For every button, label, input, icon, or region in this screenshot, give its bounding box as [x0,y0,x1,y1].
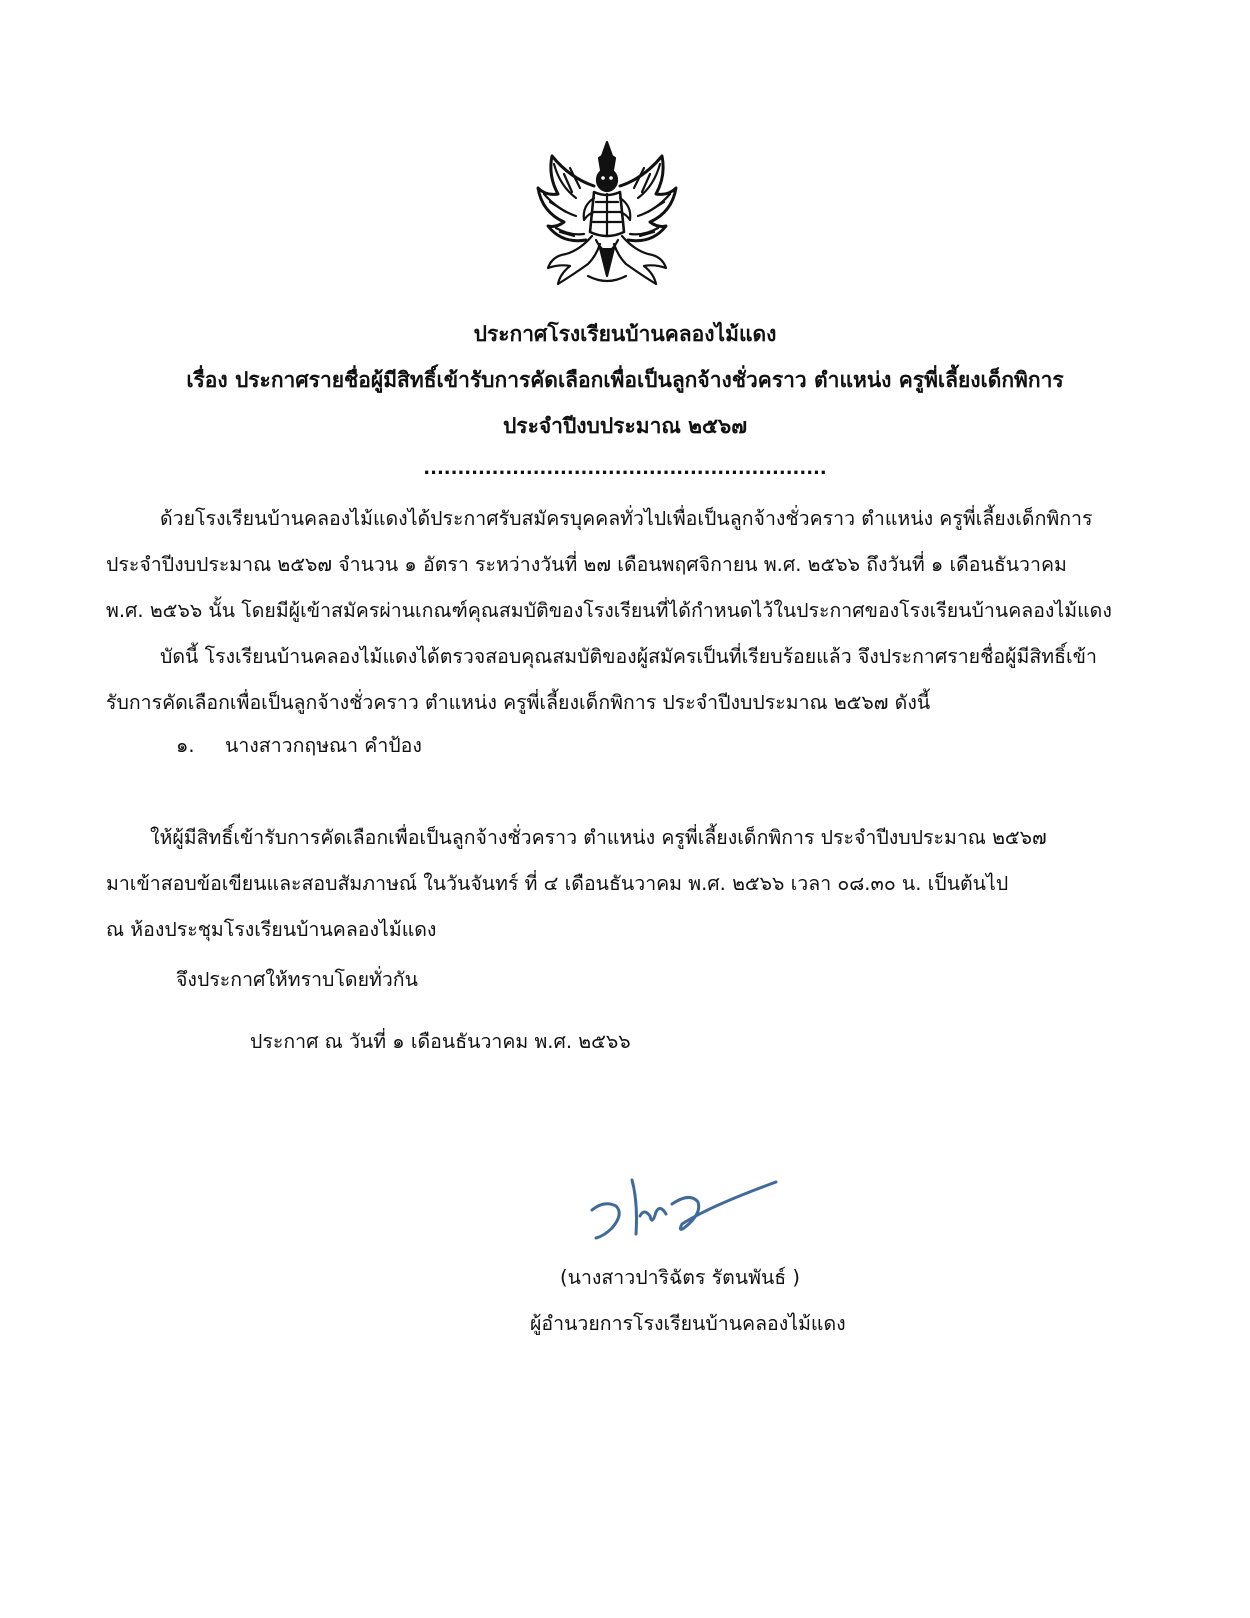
document-fiscal-year: ประจำปีงบประมาณ ๒๕๖๗ [502,414,748,438]
paragraph-3-line-1: ให้ผู้มีสิทธิ์เข้ารับการคัดเลือกเพื่อเป็นลูกจ้างชั่วคราว ตำแหน่ง ครูพี่เลี้ยงเด็กพิการ ประจำปีงบประมาณ ๒๕๖๗ [150,826,1047,849]
paragraph-1-line-3: พ.ศ. ๒๕๖๖ นั้น โดยมีผู้เข้าสมัครผ่านเกณฑ์คุณสมบัติของโรงเรียนที่ได้กำหนดไว้ในประกาศของโรงเรียนบ้านคลองไม้แดง [106,599,1112,622]
signatory-name: (นางสาวปาริฉัตร รัตนพันธ์ ) [560,1266,800,1289]
paragraph-3-line-3: ณ ห้องประชุมโรงเรียนบ้านคลองไม้แดง [106,918,437,941]
signature-icon [586,1172,786,1252]
candidate-number: ๑. [176,734,195,757]
paragraph-2-line-2: รับการคัดเลือกเพื่อเป็นลูกจ้างชั่วคราว ตำแหน่ง ครูพี่เลี้ยงเด็กพิการ ประจำปีงบประมาณ ๒๕๖๗ ดังนี้ [106,691,931,714]
candidate-name: นางสาวกฤษณา คำป้อง [224,734,422,757]
garuda-emblem-icon [530,136,685,291]
signatory-position: ผู้อำนวยการโรงเรียนบ้านคลองไม้แดง [530,1312,846,1335]
paragraph-3-line-2: มาเข้าสอบข้อเขียนและสอบสัมภาษณ์ ในวันจันทร์ ที่ ๔ เดือนธันวาคม พ.ศ. ๒๕๖๖ เวลา ๐๘.๓๐ น. เป็นต้นไป [106,872,1009,895]
list-item [176,734,422,757]
document-subject: เรื่อง ประกาศรายชื่อผู้มีสิทธิ์เข้ารับการคัดเลือกเพื่อเป็นลูกจ้างชั่วคราว ตำแหน่ง ครูพี่เลี้ยงเด็กพิการ [186,368,1064,392]
paragraph-1-line-1: ด้วยโรงเรียนบ้านคลองไม้แดงได้ประกาศรับสมัครบุคคลทั่วไปเพื่อเป็นลูกจ้างชั่วคราว ตำแหน่ง ครูพี่เลี้ยงเด็กพิการ [160,507,1093,530]
title-separator: ........................................................... [423,458,827,479]
closing-statement: จึงประกาศให้ทราบโดยทั่วกัน [176,968,418,991]
document-title: ประกาศโรงเรียนบ้านคลองไม้แดง [473,322,777,346]
paragraph-2-line-1: บัดนี้ โรงเรียนบ้านคลองไม้แดงได้ตรวจสอบคุณสมบัติของผู้สมัครเป็นที่เรียบร้อยแล้ว จึงประกาศรายชื่อผู้มีสิทธิ์เข้า [160,645,1097,668]
announcement-date: ประกาศ ณ วันที่ ๑ เดือนธันวาคม พ.ศ. ๒๕๖๖ [250,1030,631,1053]
paragraph-1-line-2: ประจำปีงบประมาณ ๒๕๖๗ จำนวน ๑ อัตรา ระหว่างวันที่ ๒๗ เดือนพฤศจิกายน พ.ศ. ๒๕๖๖ ถึงวันที่ ๑ เดือนธันวาคม [106,553,1067,576]
